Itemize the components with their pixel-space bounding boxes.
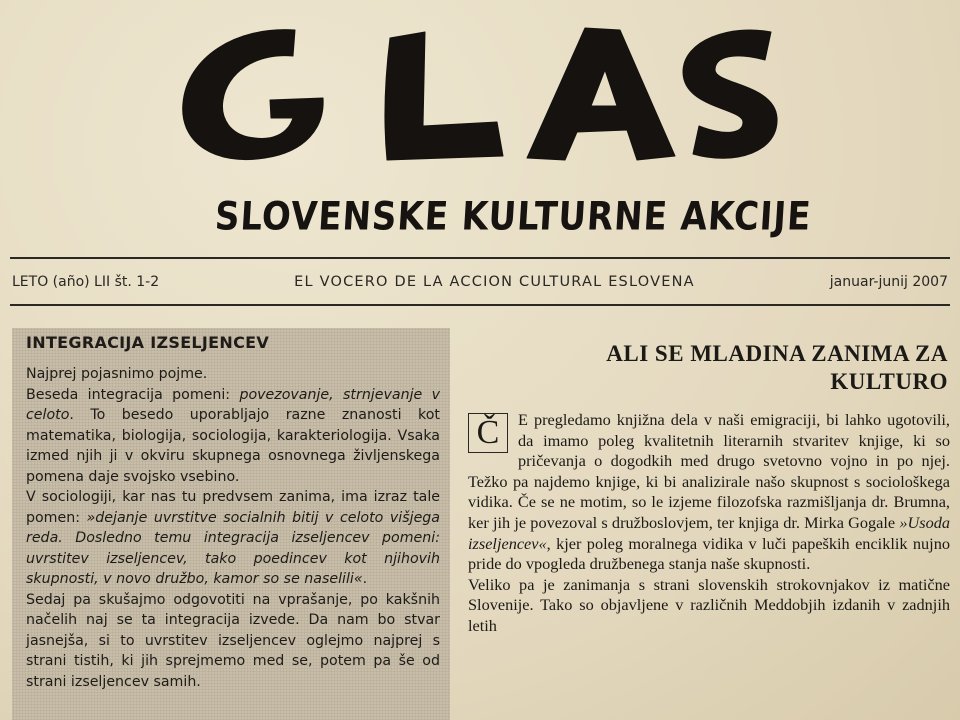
glas-logo: [175, 18, 785, 168]
article-paragraph: Č E pregledamo knjižna dela v naši emigraciji, bi lahko ugotovili, da imamo poleg kvalitetnih literarnih stvaritev knjige, ki so pričevanja o dogodkih med drugo svetovno vojno in po njej. Težko pa najdemo knjige, ki bi analizirale našo skupnost s sociološkega vidika. Če se ne motim, so le izjeme filozofska razmišljanja dr. Brumna, ker jih je povezoval s družboslovjem, ter knjiga dr. Mirka Gogale »Usoda izseljencev«, kjer poleg moralnega vidika v luči papeških enciklik nujno pride do vpogleda družbenega stanja naše skupnosti.: [468, 410, 950, 574]
sidebar-title: INTEGRACIJA IZSELJENCEV: [26, 333, 270, 352]
headline-line-1: ALI SE MLADINA ZANIMA ZA: [606, 341, 948, 366]
sidebar-paragraph: V sociologiji, kar nas tu predvsem zanima, ima izraz tale pomen: »dejanje uvrstitve socialnih bitij v celoto višjega reda. Dosledno temu integracija izseljencev pomeni: uvrstitev izseljencev, tako poedincev kot njihovih skupnosti, v novo družbo, kamor so se naselili«.: [26, 489, 440, 587]
sidebar-article: [12, 328, 450, 720]
drop-cap: Č: [468, 413, 508, 453]
issue-date: januar-junij 2007: [829, 274, 948, 290]
article-body: [468, 410, 950, 637]
header-bottom-rule: [10, 304, 950, 306]
header-top-rule: [10, 257, 950, 259]
publication-tagline: EL VOCERO DE LA ACCION CULTURAL ESLOVENA: [294, 274, 695, 290]
article-paragraph: Veliko pa je zanimanja s strani slovenskih strokovnjakov iz matične Slovenije. Tako so objavljene v različnih Meddobjih izdanih v zadnjih letih: [468, 574, 950, 635]
sidebar-paragraph: Najprej pojasnimo pojme.: [26, 366, 208, 382]
main-article: [468, 340, 950, 720]
issue-info-bar: [12, 268, 948, 296]
article-headline: [468, 340, 950, 396]
sidebar-paragraph: Beseda integracija pomeni: povezovanje, strnjevanje v celoto. To besedo uporabljajo razne znanosti kot matematika, biologija, sociologija, karakteriologija. Vsaka izmed njih ji v okviru skupnega osnovnega življenskega pomena daje svojsko vsebino.: [26, 386, 440, 485]
masthead-subtitle: SLOVENSKE KULTURNE AKCIJE: [213, 194, 813, 240]
headline-line-2: KULTURO: [830, 369, 948, 394]
sidebar-paragraph: Sedaj pa skušajmo odgovotiti na vprašanje, po kakšnih načelih naj se ta integracija izvede. Da nam bo stvar jasnejša, si to uvrstitev izseljencev oglejmo najprej s strani tistih, ki jih sprejmemo med se, potem pa še od strani izseljencev samih.: [26, 591, 440, 690]
issue-volume: LETO (año) LII št. 1-2: [12, 274, 160, 290]
